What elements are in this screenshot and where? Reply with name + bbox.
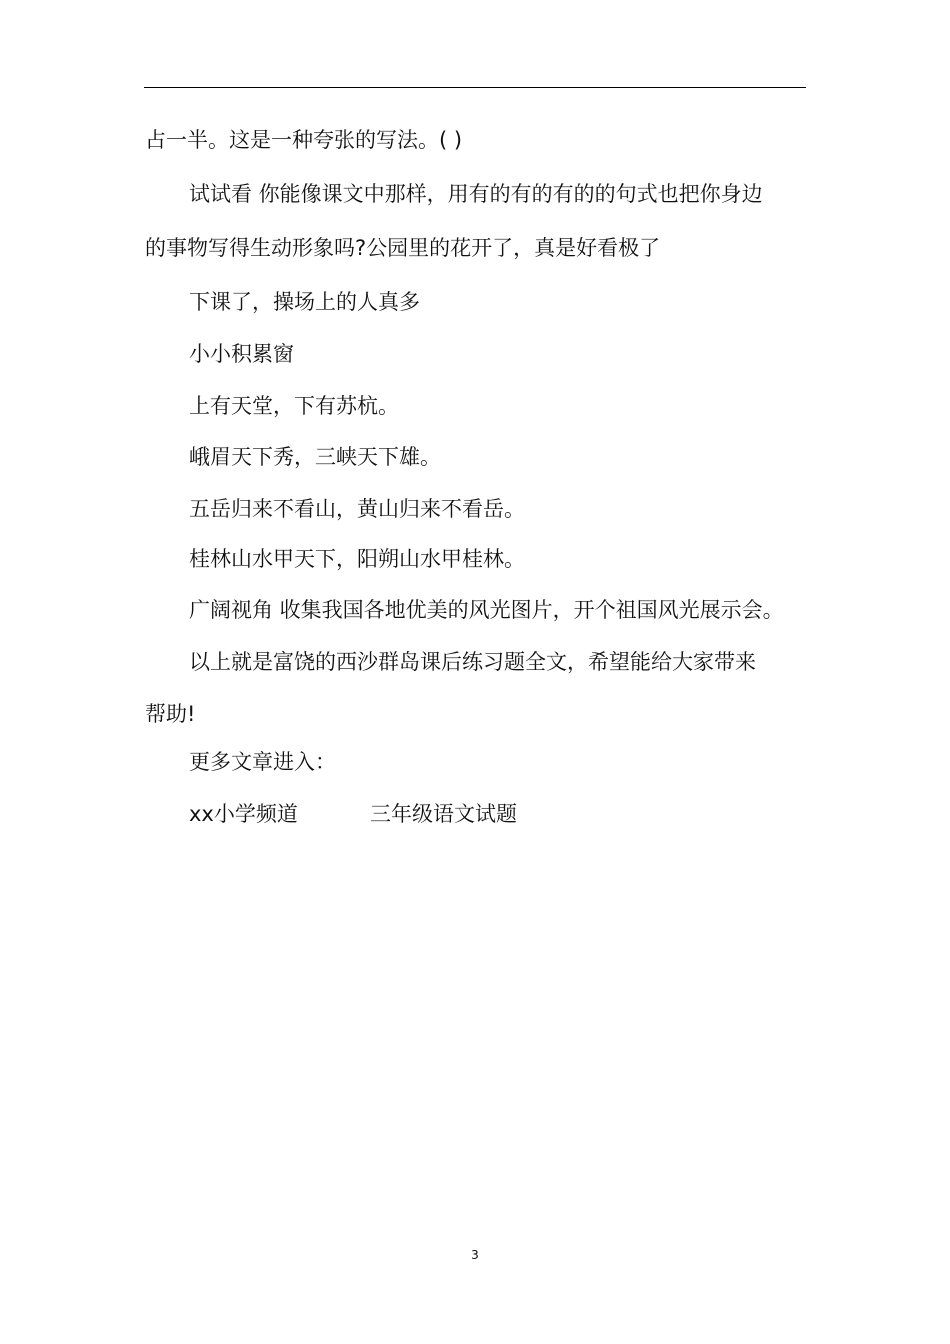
text-line-11: 以上就是富饶的西沙群岛课后练习题全文，希望能给大家带来 — [189, 650, 756, 674]
text-line-7: 峨眉天下秀，三峡天下雄。 — [189, 445, 441, 469]
text-line-9: 桂林山水甲天下，阳朔山水甲桂林。 — [189, 547, 525, 571]
header-rule — [144, 87, 806, 88]
text-line-3: 的事物写得生动形象吗?公园里的花开了，真是好看极了 — [145, 236, 661, 260]
text-line-1: 占一半。这是一种夸张的写法。( ) — [145, 128, 463, 152]
page-number: 3 — [471, 1248, 479, 1262]
text-line-13: 更多文章进入： — [189, 750, 336, 774]
text-line-10: 广阔视角 收集我国各地优美的风光图片，开个祖国风光展示会。 — [189, 598, 784, 622]
link-primary-school-channel[interactable]: xx小学频道 — [189, 802, 298, 826]
text-line-8: 五岳归来不看山，黄山归来不看岳。 — [189, 497, 525, 521]
link-grade3-chinese-tests[interactable]: 三年级语文试题 — [370, 802, 517, 826]
text-line-4: 下课了，操场上的人真多 — [189, 290, 420, 314]
text-line-6: 上有天堂，下有苏杭。 — [189, 394, 399, 418]
text-line-2: 试试看 你能像课文中那样，用有的有的有的的句式也把你身边 — [189, 182, 763, 206]
text-line-12: 帮助! — [145, 702, 196, 726]
section-heading: 小小积累窗 — [189, 342, 294, 366]
